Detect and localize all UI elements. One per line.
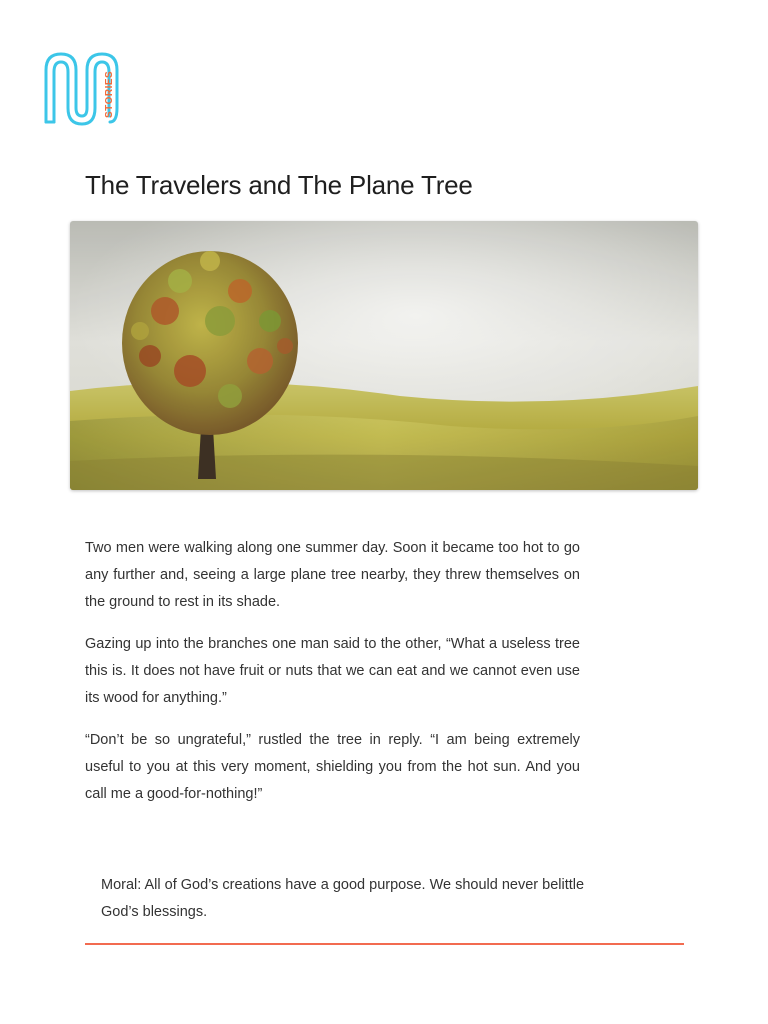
tree-illustration-icon xyxy=(70,221,698,490)
story-paragraph: Two men were walking along one summer day. Soon it became too hot to go any further and, seeing a large plane tree nearby, they threw themselves on the ground to rest in its shade. xyxy=(85,540,580,610)
logo-label: STORIES xyxy=(104,70,115,118)
story-moral: Moral: All of God’s creations have a good purpose. We should never belittle God’s blessings. xyxy=(101,877,585,920)
page-title: The Travelers and The Plane Tree xyxy=(85,170,473,200)
m-stories-logo[interactable] xyxy=(40,46,130,130)
divider xyxy=(85,943,684,945)
story-paragraph: “Don’t be so ungrateful,” rustled the tree in reply. “I am being extremely useful to you at this very moment, shielding you from the hot sun. And you call me a good-for-nothing!” xyxy=(85,732,580,802)
story-paragraph: Gazing up into the branches one man said to the other, “What a useless tree this is. It does not have fruit or nuts that we can eat and we cannot even use its wood for anything.” xyxy=(85,636,580,706)
story-body xyxy=(85,535,580,823)
m-logo-icon xyxy=(40,46,130,130)
hero-image xyxy=(70,221,698,490)
